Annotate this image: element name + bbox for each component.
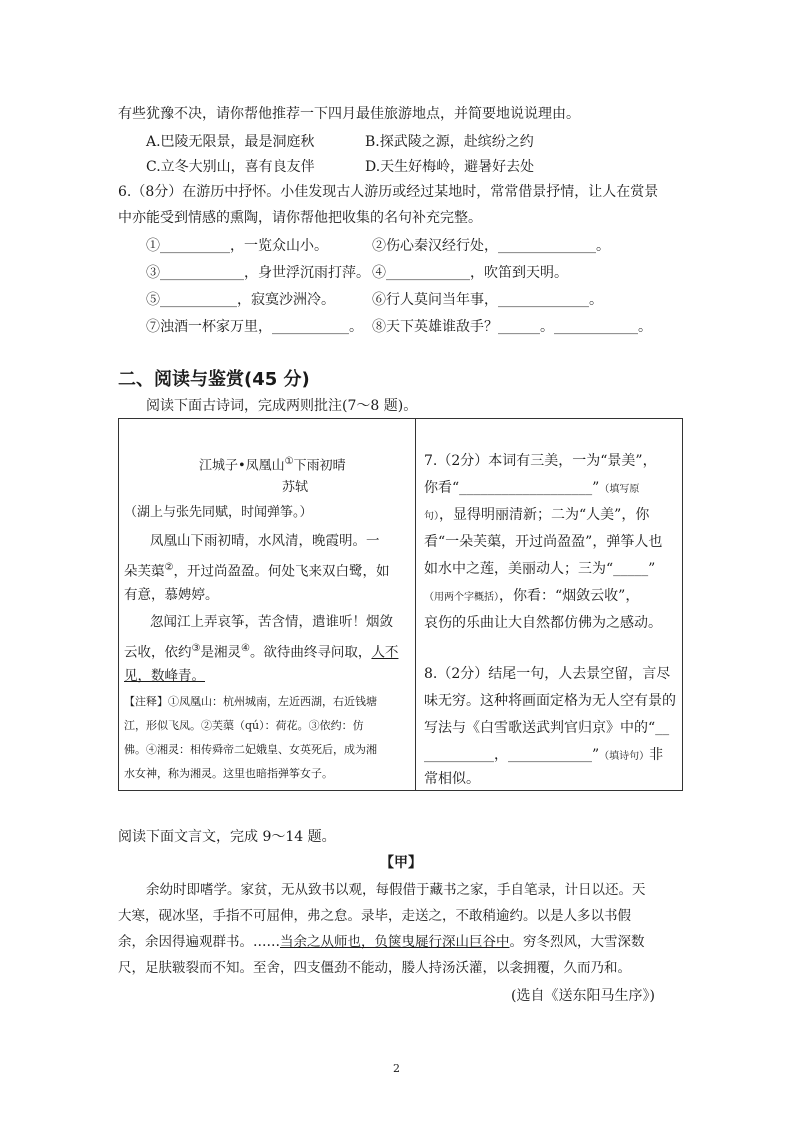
poem-title: 江城子•凤凰山①下雨初晴 xyxy=(199,456,346,474)
passage-line-1: 余幼时即嗜学。家贫，无从致书以观，每假借于藏书之家，手自笔录，计日以还。天 xyxy=(146,882,646,898)
q6-item-5: ⑤___________，寂寞沙洲冷。 xyxy=(146,292,335,308)
passage-line-2: 大寒，砚冰坚，手指不可屈伸，弗之怠。录毕，走送之，不敢稍逾约。以是人多以书假 xyxy=(118,908,631,924)
table-divider xyxy=(415,418,416,791)
poem-author: 苏轼 xyxy=(282,480,309,495)
poem-line-6: 见，数峰青。 xyxy=(124,668,205,684)
classical-intro: 阅读下面文言文，完成 9～14 题。 xyxy=(118,829,336,845)
q6-item-1: ①__________，一览众山小。 xyxy=(146,238,328,254)
passage-line-3: 余，余因得遍观群书。……当余之从师也，负箧曳屣行深山巨谷中。穷冬烈风，大雪深数 xyxy=(118,934,645,950)
q6-line-1: 6.（8分）在游历中抒怀。小佳发现古人游历或经过某地时，常常借景抒情，让人在赏景 xyxy=(118,184,659,200)
poem-line-3: 有意，慕娉婷。 xyxy=(124,587,219,603)
passage-source: (选自《送东阳马生序》) xyxy=(511,988,655,1004)
q8-line-5: 常相似。 xyxy=(424,771,480,787)
q5-option-d: D.天生好梅岭，避暑好去处 xyxy=(365,159,535,175)
q8-line-1: 8.（2分）结尾一句，人去景空留，言尽 xyxy=(424,666,671,682)
q7-line-2: 你看“___________________”（填写原 xyxy=(424,480,640,496)
q8-line-4: __________，____________”（填诗句）非 xyxy=(424,747,664,763)
poem-line-4: 忽闻江上弄哀筝，苦含情，遣谁听！烟敛 xyxy=(150,614,393,630)
q5-option-c: C.立冬大别山，喜有良友伴 xyxy=(146,159,315,175)
poem-line-1: 凤凰山下雨初晴，水风清，晚霞明。一 xyxy=(150,533,380,549)
section-title: 二、阅读与鉴赏(45 分) xyxy=(118,369,310,390)
q7-line-6: （用两个字概括），你看：“烟敛云收”， xyxy=(424,588,640,604)
poem-note-3: 佛。④湘灵：相传舜帝二妃娥皇、女英死后，成为湘 xyxy=(124,743,377,756)
q6-item-6: ⑥行人莫问当年事，_____________。 xyxy=(372,292,603,308)
q7-line-5: 如水中之莲，美丽动人；三为“_____” xyxy=(424,561,656,577)
poem-note-1: 【注释】①凤凰山：杭州城南，左近西湖，右近钱塘 xyxy=(124,695,377,708)
page-number: 2 xyxy=(393,1062,400,1075)
q8-line-2: 味无穷。这种将画面定格为无人空有景的 xyxy=(424,693,676,709)
passage-heading: 【甲】 xyxy=(380,855,422,871)
q5-option-a: A.巴陵无限景，最是洞庭秋 xyxy=(146,134,315,150)
q7-line-7: 哀伤的乐曲让大自然都仿佛为之感动。 xyxy=(424,615,662,631)
q6-item-8: ⑧天下英雄谁敌手？______。____________。 xyxy=(372,319,652,335)
q8-line-3: 写法与《白雪歌送武判官归京》中的“__ xyxy=(424,720,670,736)
poem-note-2: 江，形似飞凤。②芙蕖（qú）：荷花。③依约：仿 xyxy=(124,719,364,732)
poem-line-2: 朵芙蕖②，开过尚盈盈。何处飞来双白鹭，如 xyxy=(124,562,390,580)
q7-line-4: 看“一朵芙蕖，开过尚盈盈”，弹筝人也 xyxy=(424,534,663,550)
section-intro: 阅读下面古诗词，完成两则批注(7～8 题)。 xyxy=(146,398,418,414)
poem-line-5: 云收，依约③是湘灵④。欲待曲终寻问取，人不 xyxy=(124,643,399,661)
q7-line-3: 句），显得明丽清新；二为“人美”，你 xyxy=(424,507,650,523)
q6-item-2: ②伤心秦汉经行处，______________。 xyxy=(372,238,610,254)
q6-item-3: ③____________，身世浮沉雨打萍。 xyxy=(146,265,370,281)
q7-line-1: 7.（2分）本词有三美，一为“景美”， xyxy=(424,453,657,469)
poem-subtitle: （湖上与张先同赋，时闻弹筝。） xyxy=(124,505,313,520)
q6-item-4: ④____________，吹笛到天明。 xyxy=(372,265,568,281)
q5-option-b: B.探武陵之源，赴缤纷之约 xyxy=(365,134,534,150)
passage-line-4: 尺，足肤皲裂而不知。至舍，四支僵劲不能动，媵人持汤沃灌，以衾拥覆，久而乃和。 xyxy=(118,960,631,976)
poem-note-4: 水女神，称为湘灵。这里也暗指弹筝女子。 xyxy=(124,767,333,780)
q6-line-2: 中亦能受到情感的熏陶，请你帮他把收集的名句补充完整。 xyxy=(118,210,482,226)
q6-item-7: ⑦浊酒一杯家万里，___________。 xyxy=(146,319,363,335)
q5-line: 有些犹豫不决，请你帮他推荐一下四月最佳旅游地点，并简要地说说理由。 xyxy=(118,106,580,122)
